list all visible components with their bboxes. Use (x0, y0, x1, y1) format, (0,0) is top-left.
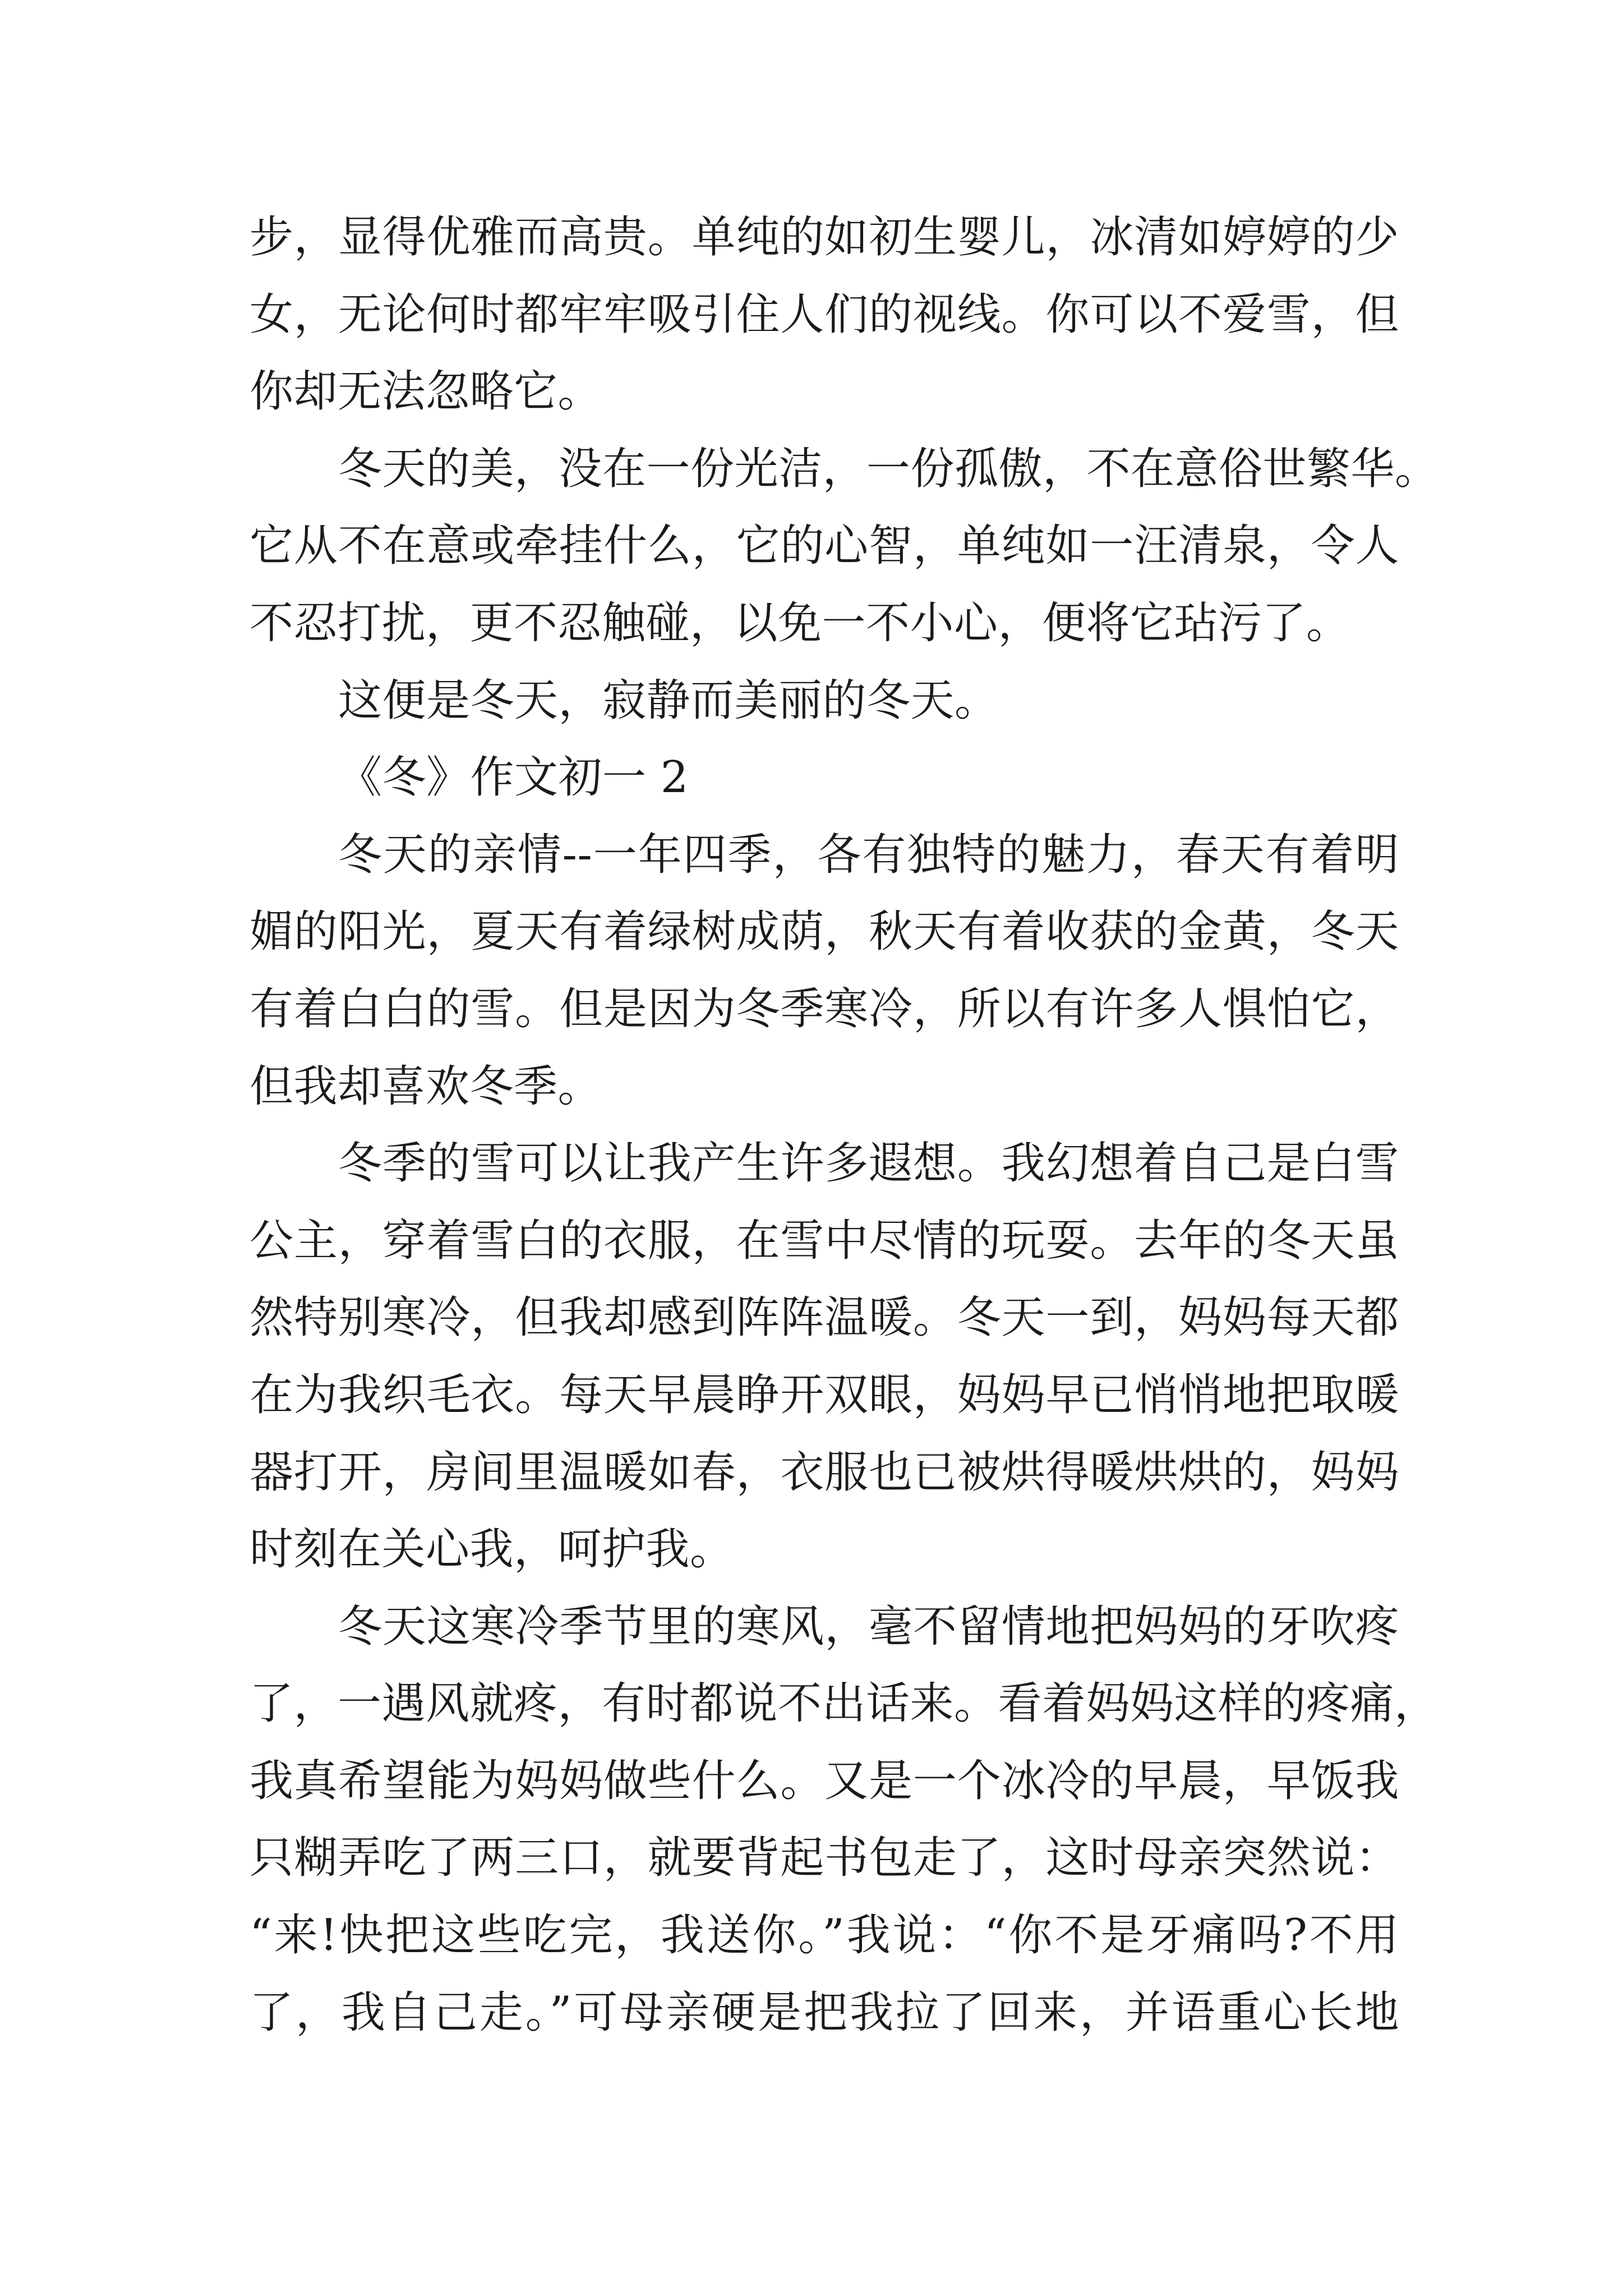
text-line: 我真希望能为妈妈做些什么。又是一个冰冷的早晨，早饭我 (250, 1755, 1399, 1806)
text-line: 它从不在意或牵挂什么，它的心智，单纯如一汪清泉，令人 (250, 521, 1399, 572)
text-line: 步，显得优雅而高贵。单纯的如初生婴儿，冰清如婷婷的少 (250, 212, 1399, 263)
text-line: 了，我自己走。”可母亲硬是把我拉了回来，并语重心长地 (250, 1987, 1399, 2038)
text-line: 但我却喜欢冬季。 (250, 1061, 602, 1112)
text-line: 冬季的雪可以让我产生许多遐想。我幻想着自己是白雪 (338, 1138, 1399, 1189)
section-heading: 《冬》作文初一 2 (338, 752, 689, 803)
text-line: 然特别寒冷，但我却感到阵阵温暖。冬天一到，妈妈每天都 (250, 1292, 1399, 1343)
text-line: 了，一遇风就疼，有时都说不出话来。看着妈妈这样的疼痛， (250, 1678, 1438, 1729)
text-line: 冬天这寒冷季节里的寒风，毫不留情地把妈妈的牙吹疼 (338, 1601, 1399, 1652)
text-line: 冬天的美，没在一份光洁，一份孤傲，不在意俗世繁华。 (338, 443, 1439, 494)
text-line: 这便是冬天，寂静而美丽的冬天。 (338, 675, 999, 726)
text-line: 只糊弄吃了两三口，就要背起书包走了，这时母亲突然说： (250, 1833, 1399, 1884)
text-line: 在为我织毛衣。每天早晨睁开双眼，妈妈早已悄悄地把取暖 (250, 1369, 1399, 1420)
text-line: “来!快把这些吃完，我送你。”我说：“你不是牙痛吗?不用 (250, 1910, 1399, 1961)
text-line: 媚的阳光，夏天有着绿树成荫，秋天有着收获的金黄，冬天 (250, 907, 1399, 958)
text-line: 不忍打扰，更不忍触碰，以免一不小心，便将它玷污了。 (250, 597, 1350, 648)
text-line: 有着白白的雪。但是因为冬季寒冷，所以有许多人惧怕它， (250, 983, 1399, 1034)
text-line: 女，无论何时都牢牢吸引住人们的视线。你可以不爱雪，但 (250, 289, 1399, 340)
text-line: 时刻在关心我，呵护我。 (250, 1524, 734, 1575)
text-line: 公主，穿着雪白的衣服，在雪中尽情的玩耍。去年的冬天虽 (250, 1215, 1399, 1266)
document-body (250, 199, 1439, 2051)
text-line: 器打开，房间里温暖如春，衣服也已被烘得暖烘烘的，妈妈 (250, 1447, 1399, 1498)
text-line: 冬天的亲情--一年四季，各有独特的魅力，春天有着明 (338, 829, 1399, 880)
text-line: 你却无法忽略它。 (250, 366, 602, 417)
